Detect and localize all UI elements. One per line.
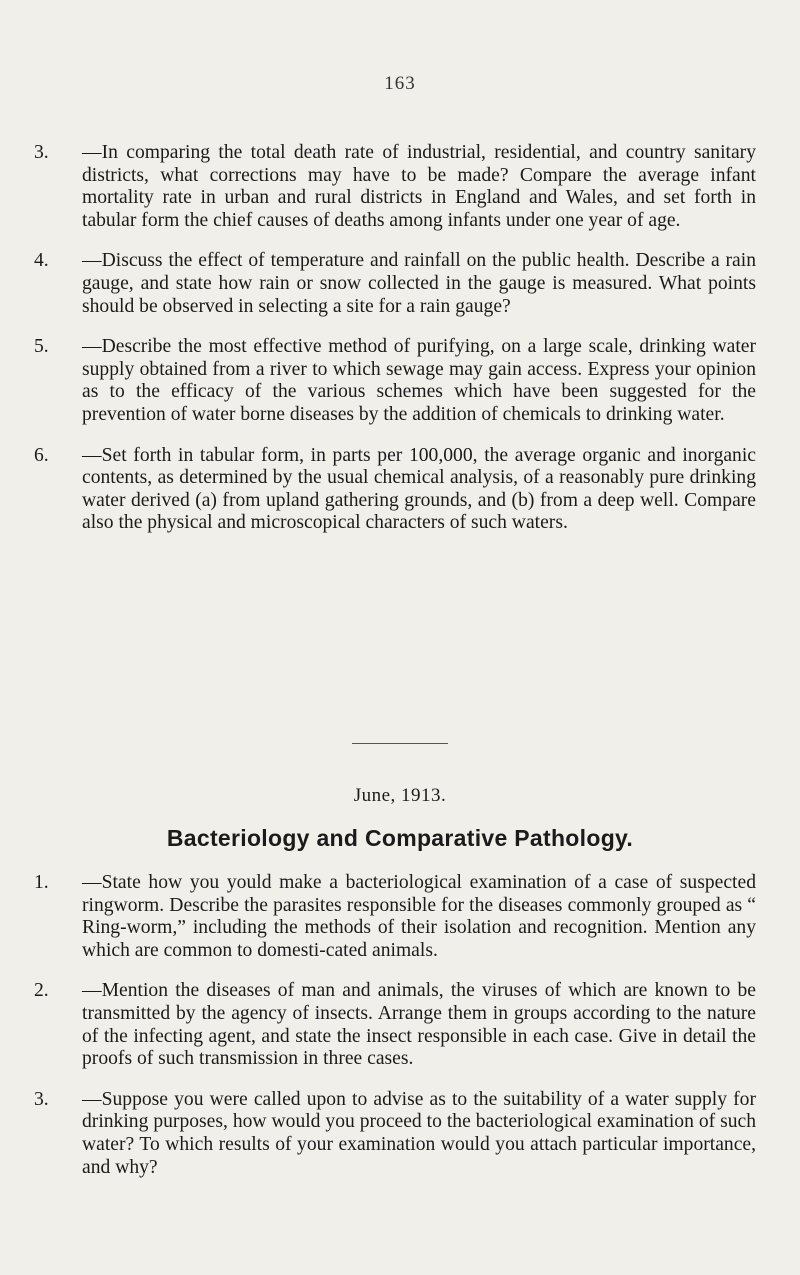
question-text: —In comparing the total death rate of industrial, residential, and country sanitary districts, what corrections may have to be made? Compare the average infant mortality rate in urban and rural districts in England and Wales, and set forth in tabular form the chief causes of deaths among infants under one year of age. [82,142,756,231]
question-list-part1 [34,142,756,535]
exam-date: June, 1913. [353,785,447,806]
question-number: 2. [34,980,49,1002]
question-1 [34,872,756,962]
question-number: 6. [34,444,49,466]
question-text: —Mention the diseases of man and animals, the viruses of which are known to be transmitted by the agency of insects. Arrange them in groups according to the nature of the infecting agent, and state the insect responsible in each case. Give in detail the proofs of such transmission in three cases. [82,980,756,1070]
question-2 [34,980,756,1070]
question-text: —Describe the most effective method of purifying, on a large scale, drinking water supply obtained from a river to which sewage may gain access. Express your opinion as to the efficacy of the various schemes which have been suggested for the prevention of water borne diseases by the addition of chemicals to drinking water. [82,336,756,425]
question-3 [34,142,756,232]
question-number: 3. [34,1088,49,1110]
question-number: 5. [34,336,49,358]
question-4 [34,250,756,318]
question-number: 3. [34,142,49,163]
question-6 [34,445,756,535]
question-list-part2 [34,872,756,1179]
question-number: 4. [34,250,49,272]
page-number: 163 [384,73,416,94]
question-text: —Suppose you were called upon to advise as to the suitability of a water supply for drinking purposes, how would you proceed to the bacteriological examination of such water? To which results of your examination would you attach particular importance, and why? [82,1088,756,1178]
section-divider [352,743,448,744]
question-5 [34,336,756,426]
question-text: —Set forth in tabular form, in parts per 100,000, the average organic and inorganic contents, as determined by the usual chemical analysis, of a reasonably pure drinking water derived (a) from upland gathering grounds, and (b) from a deep well. Compare also the physical and microscopical characters of such waters. [82,444,756,534]
question-text: —State how you yould make a bacteriological examination of a case of suspected ringworm. Describe the parasites responsible for the diseases commonly grouped as “ Ring-worm,” including the methods of their isolation and recognition. Mention any which are common to domesti-cated animals. [82,872,756,961]
question-text: —Discuss the effect of temperature and rainfall on the public health. Describe a rain gauge, and state how rain or snow collected in the gauge is measured. What points should be observed in selecting a site for a rain gauge? [82,250,756,317]
section-title: Bacteriology and Comparative Pathology. [166,825,634,851]
question-3 [34,1089,756,1179]
question-number: 1. [34,872,49,893]
